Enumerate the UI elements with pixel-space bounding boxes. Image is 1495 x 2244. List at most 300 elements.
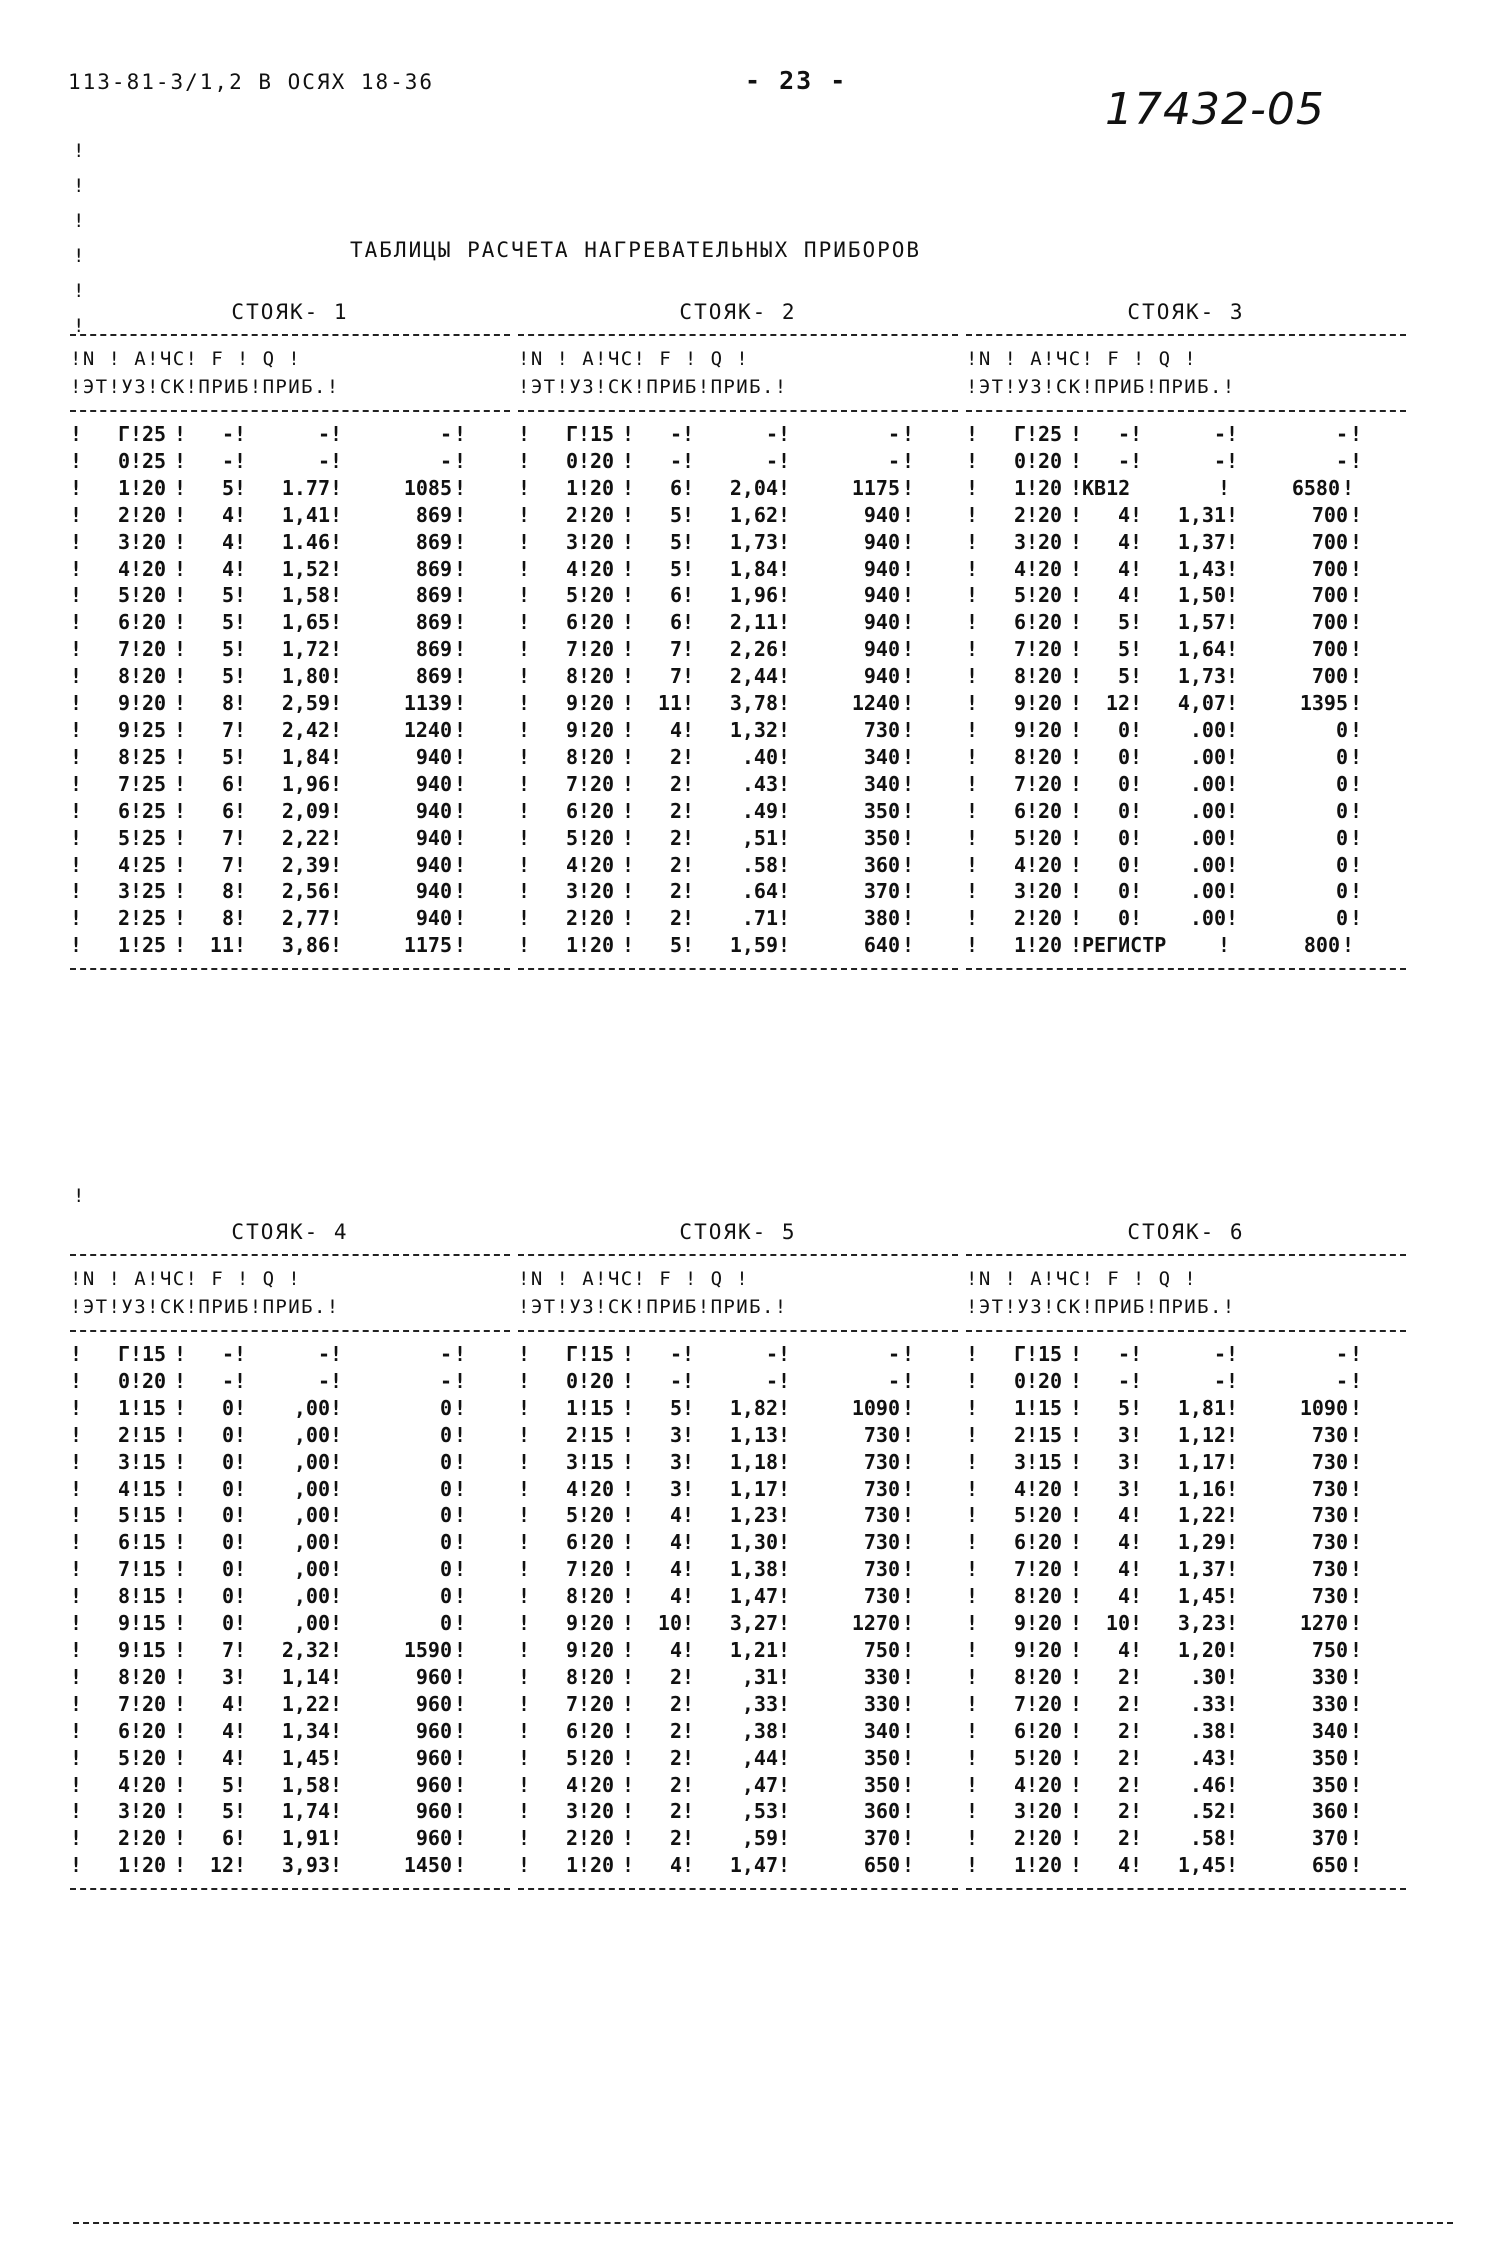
row-border: ! <box>901 1368 915 1393</box>
cell-separator: ! <box>622 691 635 716</box>
stand-table <box>70 300 510 979</box>
table-row <box>70 852 510 879</box>
row-border: ! <box>1349 1664 1363 1689</box>
cell-separator: ! <box>578 1584 591 1609</box>
cell-separator: ! <box>682 1637 695 1662</box>
cell-separator: ! <box>330 1476 343 1501</box>
row-border: ! <box>1349 879 1363 904</box>
cell-separator: ! <box>682 1557 695 1582</box>
node-cell: 20 <box>1038 583 1063 608</box>
floor-cell: 5 <box>117 825 130 850</box>
margin-mark: ! <box>73 1185 85 1207</box>
floor-cell: 4 <box>565 1772 578 1797</box>
row-border: ! <box>966 691 979 716</box>
cell-separator: ! <box>1130 744 1143 769</box>
cell-separator: ! <box>1026 906 1039 931</box>
area-cell: 1,65 <box>281 610 330 635</box>
area-cell: 1,96 <box>281 771 330 796</box>
cell-separator: ! <box>1026 1530 1039 1555</box>
column-header-line2: !ЭТ!УЗ!СК!ПРИБ!ПРИБ.! <box>518 1296 788 1318</box>
area-cell: 1,45 <box>1177 1584 1226 1609</box>
margin-mark: ! <box>73 140 85 162</box>
table-row <box>70 502 510 529</box>
table-row <box>518 717 958 744</box>
heat-cell: 960 <box>415 1799 452 1824</box>
floor-cell: 3 <box>565 529 578 554</box>
heat-cell: 800 <box>1303 933 1340 958</box>
sections-cell: 6 <box>221 1826 234 1851</box>
row-border: ! <box>901 422 915 446</box>
node-cell: 25 <box>142 744 167 769</box>
cell-separator: ! <box>1070 1449 1083 1474</box>
cell-separator: ! <box>1070 1503 1083 1528</box>
node-cell: 20 <box>1038 1691 1063 1716</box>
heat-cell: 960 <box>415 1691 452 1716</box>
row-border: ! <box>518 422 531 446</box>
cell-separator: ! <box>1226 691 1239 716</box>
cell-separator: ! <box>578 1745 591 1770</box>
area-cell: .46 <box>1189 1772 1226 1797</box>
cell-separator: ! <box>1130 1368 1143 1393</box>
cell-separator: ! <box>578 771 591 796</box>
cell-separator: ! <box>174 1342 187 1366</box>
row-border: ! <box>966 852 979 877</box>
row-border: ! <box>518 610 531 635</box>
row-border: ! <box>966 1368 979 1393</box>
cell-separator: ! <box>130 1718 143 1743</box>
area-cell: ,33 <box>741 1691 778 1716</box>
row-border: ! <box>1349 1718 1363 1743</box>
cell-separator: ! <box>578 583 591 608</box>
cell-separator: ! <box>1226 1664 1239 1689</box>
area-cell: 1,20 <box>1177 1637 1226 1662</box>
cell-separator: ! <box>1130 1853 1143 1878</box>
cell-separator: ! <box>330 1557 343 1582</box>
table-row <box>518 1368 958 1395</box>
heat-cell: 330 <box>863 1691 900 1716</box>
cell-separator: ! <box>578 825 591 850</box>
area-cell: 1,47 <box>729 1584 778 1609</box>
cell-separator: ! <box>1218 475 1231 500</box>
node-cell: 20 <box>590 1503 615 1528</box>
area-cell: .00 <box>1189 744 1226 769</box>
area-cell: 1,58 <box>281 1772 330 1797</box>
cell-separator: ! <box>578 1853 591 1878</box>
cell-separator: ! <box>682 1853 695 1878</box>
node-cell: 15 <box>142 1584 167 1609</box>
node-cell: 20 <box>1038 1637 1063 1662</box>
table-row <box>966 502 1406 529</box>
row-border: ! <box>901 1637 915 1662</box>
heat-cell: - <box>439 448 452 473</box>
area-cell: 1,80 <box>281 664 330 689</box>
row-border: ! <box>70 744 83 769</box>
node-cell: 20 <box>590 502 615 527</box>
cell-separator: ! <box>778 502 791 527</box>
heat-cell: 340 <box>863 771 900 796</box>
floor-cell: 1 <box>117 475 130 500</box>
cell-separator: ! <box>130 1503 143 1528</box>
node-cell: 20 <box>1038 502 1063 527</box>
row-border: ! <box>453 1611 467 1636</box>
cell-separator: ! <box>330 798 343 823</box>
cell-separator: ! <box>1070 771 1083 796</box>
cell-separator: ! <box>622 798 635 823</box>
heat-cell: 0 <box>439 1395 452 1420</box>
node-cell: 20 <box>590 1799 615 1824</box>
floor-cell: 4 <box>1013 1476 1026 1501</box>
table-row <box>70 932 510 959</box>
sections-cell: 7 <box>221 1637 234 1662</box>
cell-separator: ! <box>1026 1691 1039 1716</box>
row-border: ! <box>453 1476 467 1501</box>
sections-cell: - <box>1117 448 1130 473</box>
area-cell: ,31 <box>741 1664 778 1689</box>
node-cell: 20 <box>590 1664 615 1689</box>
row-border: ! <box>1349 1422 1363 1447</box>
row-border: ! <box>901 1799 915 1824</box>
row-border: ! <box>453 1449 467 1474</box>
heat-cell: 750 <box>1311 1637 1348 1662</box>
row-border: ! <box>966 1718 979 1743</box>
cell-separator: ! <box>234 448 247 473</box>
sections-cell: 5 <box>221 1772 234 1797</box>
sections-cell: 5 <box>221 583 234 608</box>
heat-cell: 1240 <box>403 717 452 742</box>
table-row <box>70 1502 510 1529</box>
cell-separator: ! <box>1026 1745 1039 1770</box>
cell-separator: ! <box>1130 825 1143 850</box>
node-cell: 20 <box>1038 475 1063 500</box>
area-cell: - <box>765 1342 778 1366</box>
cell-separator: ! <box>578 1422 591 1447</box>
cell-separator: ! <box>578 1368 591 1393</box>
cell-separator: ! <box>1130 879 1143 904</box>
sections-cell: 7 <box>221 717 234 742</box>
heat-cell: - <box>439 422 452 446</box>
row-border: ! <box>453 1772 467 1797</box>
cell-separator: ! <box>1130 798 1143 823</box>
sections-cell: 4 <box>221 1718 234 1743</box>
table-row <box>966 1476 1406 1503</box>
cell-separator: ! <box>174 825 187 850</box>
heat-cell: 340 <box>863 1718 900 1743</box>
row-border: ! <box>1349 610 1363 635</box>
floor-cell: 6 <box>565 798 578 823</box>
row-border: ! <box>1349 771 1363 796</box>
cell-separator: ! <box>1226 1691 1239 1716</box>
cell-separator: ! <box>1026 1368 1039 1393</box>
cell-separator: ! <box>1130 610 1143 635</box>
node-cell: 20 <box>590 852 615 877</box>
cell-separator: ! <box>130 1799 143 1824</box>
cell-separator: ! <box>1226 556 1239 581</box>
cell-separator: ! <box>130 422 143 446</box>
column-header-line1: !N ! А!ЧС! F ! Q ! <box>70 348 302 370</box>
row-border: ! <box>1349 691 1363 716</box>
area-cell: .58 <box>1189 1826 1226 1851</box>
cell-separator: ! <box>682 1691 695 1716</box>
cell-separator: ! <box>330 637 343 662</box>
node-cell: 20 <box>142 1718 167 1743</box>
row-border: ! <box>70 1799 83 1824</box>
row-border: ! <box>966 529 979 554</box>
table-divider <box>70 968 510 970</box>
cell-separator: ! <box>174 717 187 742</box>
cell-separator: ! <box>174 906 187 931</box>
row-border: ! <box>70 825 83 850</box>
sections-cell: 0 <box>221 1449 234 1474</box>
cell-separator: ! <box>622 771 635 796</box>
table-row <box>70 1664 510 1691</box>
cell-separator: ! <box>174 879 187 904</box>
area-cell: 1,45 <box>1177 1853 1226 1878</box>
heat-cell: 370 <box>863 1826 900 1851</box>
table-row <box>70 1583 510 1610</box>
cell-separator: ! <box>578 798 591 823</box>
node-cell: 20 <box>142 691 167 716</box>
cell-separator: ! <box>330 1530 343 1555</box>
node-cell: 20 <box>590 448 615 473</box>
heat-cell: 869 <box>415 637 452 662</box>
cell-separator: ! <box>174 852 187 877</box>
cell-separator: ! <box>1130 1664 1143 1689</box>
heat-cell: - <box>439 1342 452 1366</box>
row-border: ! <box>453 1422 467 1447</box>
heat-cell: 960 <box>415 1772 452 1797</box>
cell-separator: ! <box>1130 1745 1143 1770</box>
area-cell: .71 <box>741 906 778 931</box>
cell-separator: ! <box>1026 1584 1039 1609</box>
stand-title: СТОЯК- 2 <box>679 300 797 324</box>
floor-cell: 3 <box>117 879 130 904</box>
sections-cell: 2 <box>669 906 682 931</box>
node-cell: 20 <box>142 610 167 635</box>
row-border: ! <box>966 1503 979 1528</box>
area-cell: .58 <box>741 852 778 877</box>
cell-separator: ! <box>778 422 791 446</box>
area-cell: - <box>1213 448 1226 473</box>
floor-cell: 4 <box>1013 556 1026 581</box>
cell-separator: ! <box>130 691 143 716</box>
floor-cell: 1 <box>117 1395 130 1420</box>
sections-cell: 0 <box>1117 744 1130 769</box>
row-border: ! <box>453 798 467 823</box>
floor-cell: 9 <box>1013 691 1026 716</box>
stand-title: СТОЯК- 4 <box>231 1220 349 1244</box>
cell-separator: ! <box>1130 422 1143 446</box>
cell-separator: ! <box>622 1449 635 1474</box>
sections-cell: 7 <box>669 664 682 689</box>
sections-cell: 5 <box>221 637 234 662</box>
floor-cell: 6 <box>117 1718 130 1743</box>
cell-separator: ! <box>682 637 695 662</box>
cell-separator: ! <box>578 879 591 904</box>
floor-cell: 8 <box>565 1584 578 1609</box>
heat-cell: 0 <box>439 1449 452 1474</box>
area-cell: - <box>317 448 330 473</box>
floor-cell: 5 <box>1013 825 1026 850</box>
cell-separator: ! <box>130 610 143 635</box>
cell-separator: ! <box>778 1557 791 1582</box>
table-row <box>966 1502 1406 1529</box>
cell-separator: ! <box>330 502 343 527</box>
row-border: ! <box>1349 1611 1363 1636</box>
sections-cell: - <box>669 448 682 473</box>
cell-separator: ! <box>622 422 635 446</box>
row-border: ! <box>966 1611 979 1636</box>
cell-separator: ! <box>1026 583 1039 608</box>
area-cell: .30 <box>1189 1664 1226 1689</box>
cell-separator: ! <box>174 556 187 581</box>
table-row <box>518 1745 958 1772</box>
table-row <box>966 1610 1406 1637</box>
heat-cell: 940 <box>863 664 900 689</box>
stand-title: СТОЯК- 6 <box>1127 1220 1245 1244</box>
sections-cell: 4 <box>1117 1530 1130 1555</box>
node-cell: 20 <box>590 1584 615 1609</box>
cell-separator: ! <box>1130 664 1143 689</box>
node-cell: 20 <box>1038 691 1063 716</box>
sections-cell: - <box>1117 1342 1130 1366</box>
cell-separator: ! <box>1026 1611 1039 1636</box>
row-border: ! <box>966 664 979 689</box>
row-border: ! <box>1349 1530 1363 1555</box>
column-header-line1: !N ! А!ЧС! F ! Q ! <box>966 1268 1198 1290</box>
sections-cell: 0 <box>1117 798 1130 823</box>
sections-cell: 2 <box>1117 1691 1130 1716</box>
cell-separator: ! <box>174 1422 187 1447</box>
cell-separator: ! <box>578 852 591 877</box>
sections-cell: 10 <box>657 1611 682 1636</box>
cell-separator: ! <box>174 1691 187 1716</box>
cell-separator: ! <box>330 422 343 446</box>
floor-cell: 4 <box>117 556 130 581</box>
sections-cell: 2 <box>669 852 682 877</box>
sections-cell: - <box>221 1368 234 1393</box>
floor-cell: 3 <box>565 879 578 904</box>
cell-separator: ! <box>1026 529 1039 554</box>
floor-cell: 9 <box>565 691 578 716</box>
area-cell: ,47 <box>741 1772 778 1797</box>
cell-separator: ! <box>578 1503 591 1528</box>
cell-separator: ! <box>1130 1476 1143 1501</box>
table-row <box>70 556 510 583</box>
floor-cell: 3 <box>565 1449 578 1474</box>
sections-cell: 5 <box>669 933 682 958</box>
area-cell: 1,30 <box>729 1530 778 1555</box>
cell-separator: ! <box>234 933 247 958</box>
sections-cell: 0 <box>221 1557 234 1582</box>
cell-separator: ! <box>682 1342 695 1366</box>
cell-separator: ! <box>622 637 635 662</box>
cell-separator: ! <box>130 664 143 689</box>
cell-separator: ! <box>234 556 247 581</box>
floor-cell: 8 <box>1013 1584 1026 1609</box>
node-cell: 20 <box>142 1826 167 1851</box>
area-cell: 2,59 <box>281 691 330 716</box>
cell-separator: ! <box>1226 744 1239 769</box>
cell-separator: ! <box>1130 502 1143 527</box>
heat-cell: 0 <box>1335 825 1348 850</box>
floor-cell: 1 <box>565 1395 578 1420</box>
sections-cell: 5 <box>221 664 234 689</box>
table-divider <box>70 1330 510 1332</box>
node-cell: 20 <box>1038 798 1063 823</box>
heat-cell: 330 <box>1311 1664 1348 1689</box>
row-border: ! <box>70 1745 83 1770</box>
node-cell: 15 <box>142 1611 167 1636</box>
heat-cell: 0 <box>1335 744 1348 769</box>
area-cell: ,59 <box>741 1826 778 1851</box>
row-border: ! <box>1349 448 1363 473</box>
heat-cell: - <box>887 422 900 446</box>
table-divider <box>70 1254 510 1256</box>
cell-separator: ! <box>130 1530 143 1555</box>
node-cell: 20 <box>590 825 615 850</box>
cell-separator: ! <box>682 1745 695 1770</box>
row-border: ! <box>966 1449 979 1474</box>
floor-cell: 7 <box>565 1691 578 1716</box>
row-border: ! <box>70 502 83 527</box>
floor-cell: 7 <box>117 1557 130 1582</box>
row-border: ! <box>518 771 531 796</box>
table-row <box>70 1529 510 1556</box>
cell-separator: ! <box>1226 448 1239 473</box>
cell-separator: ! <box>174 1853 187 1878</box>
node-cell: 20 <box>1038 529 1063 554</box>
row-border: ! <box>70 798 83 823</box>
table-divider <box>518 334 958 336</box>
row-border: ! <box>901 1395 915 1420</box>
cell-separator: ! <box>1070 691 1083 716</box>
row-border: ! <box>966 1584 979 1609</box>
row-border: ! <box>901 852 915 877</box>
cell-separator: ! <box>234 1530 247 1555</box>
margin-mark: ! <box>73 210 85 232</box>
floor-cell: 6 <box>1013 1718 1026 1743</box>
cell-separator: ! <box>234 1611 247 1636</box>
node-cell: 20 <box>590 1637 615 1662</box>
node-cell: 20 <box>590 583 615 608</box>
cell-separator: ! <box>1026 879 1039 904</box>
cell-separator: ! <box>578 1530 591 1555</box>
cell-separator: ! <box>130 1584 143 1609</box>
row-border: ! <box>70 1530 83 1555</box>
cell-separator: ! <box>1070 1691 1083 1716</box>
cell-separator: ! <box>622 583 635 608</box>
cell-separator: ! <box>778 879 791 904</box>
table-divider <box>966 410 1406 412</box>
row-border: ! <box>518 1853 531 1878</box>
cell-separator: ! <box>1026 1772 1039 1797</box>
cell-separator: ! <box>622 906 635 931</box>
row-border: ! <box>518 1691 531 1716</box>
area-cell: 1,21 <box>729 1637 778 1662</box>
area-cell: 1,17 <box>729 1476 778 1501</box>
floor-cell: 9 <box>1013 1637 1026 1662</box>
row-border: ! <box>453 852 467 877</box>
cell-separator: ! <box>1218 933 1231 958</box>
table-row <box>966 878 1406 905</box>
row-border: ! <box>966 1422 979 1447</box>
row-border: ! <box>1349 1745 1363 1770</box>
row-border: ! <box>453 1584 467 1609</box>
row-border: ! <box>966 610 979 635</box>
cell-separator: ! <box>1130 852 1143 877</box>
cell-separator: ! <box>682 1503 695 1528</box>
table-row <box>70 798 510 825</box>
